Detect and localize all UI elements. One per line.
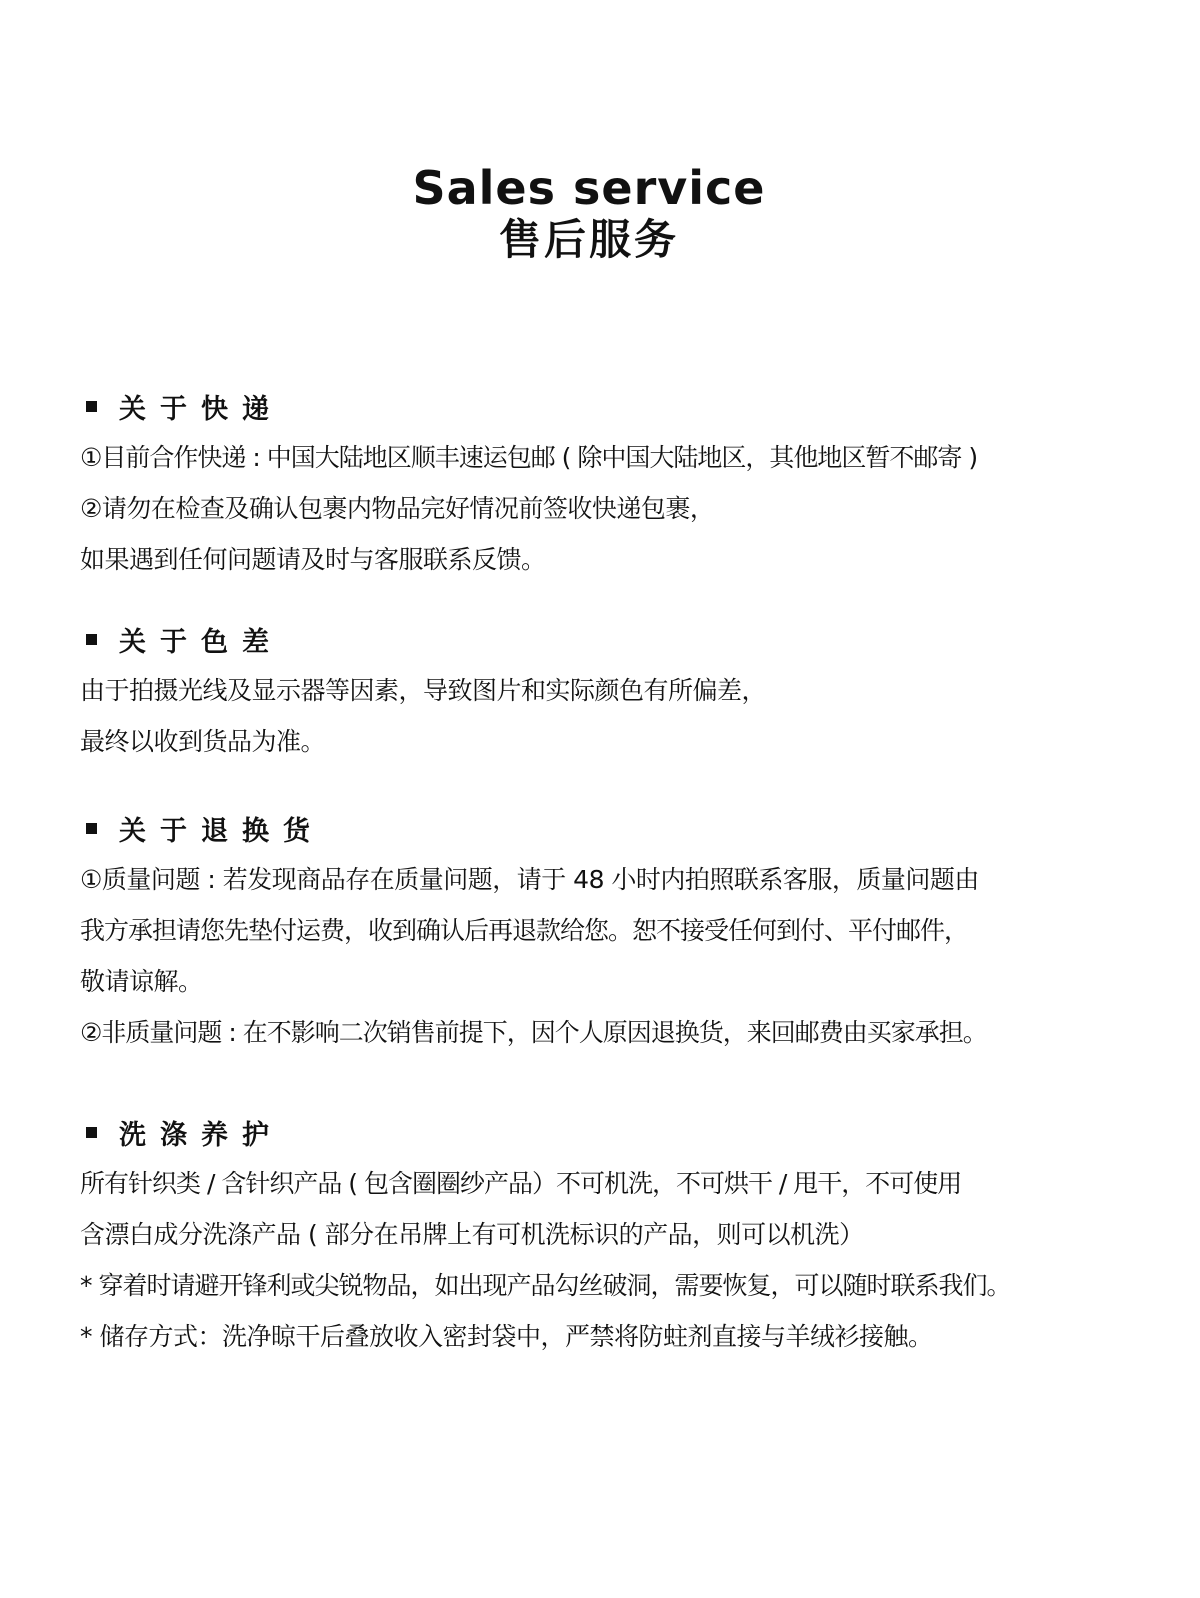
section-heading	[86, 619, 1140, 659]
section-returns	[80, 808, 1140, 1058]
square-bullet-icon	[86, 1127, 97, 1138]
section-title: 关于快递	[119, 393, 283, 425]
section-heading	[86, 386, 1140, 426]
section-title: 洗涤养护	[119, 1119, 283, 1151]
paragraph-line: ②请勿在检查及确认包裹内物品完好情况前签收快递包裹，	[80, 494, 715, 523]
square-bullet-icon	[86, 634, 97, 645]
page-header	[0, 160, 1200, 268]
paragraph-line: 含漂白成分洗涤产品 ( 部分在吊牌上有可机洗标识的产品，则可以机洗）	[80, 1220, 864, 1249]
page-title-en: Sales service	[412, 161, 766, 215]
section-body	[80, 854, 1140, 1058]
section-washing-care	[80, 1112, 1140, 1362]
section-heading	[86, 808, 1140, 848]
paragraph-line: 敬请谅解。	[80, 967, 203, 996]
paragraph-line: 所有针织类 / 含针织产品 ( 包含圈圈纱产品）不可机洗，不可烘干 / 甩干，不可使用	[80, 1169, 962, 1198]
section-heading	[86, 1112, 1140, 1152]
section-shipping	[80, 386, 1140, 585]
section-color-difference	[80, 619, 1140, 767]
paragraph-line: * 穿着时请避开锋利或尖锐物品，如出现产品勾丝破洞，需要恢复，可以随时联系我们。	[80, 1271, 1011, 1300]
section-body	[80, 432, 1140, 585]
section-title: 关于色差	[119, 626, 283, 658]
paragraph-line: ②非质量问题 : 在不影响二次销售前提下，因个人原因退换货，来回邮费由买家承担。	[80, 1018, 987, 1047]
section-title: 关于退换货	[119, 815, 324, 847]
section-body	[80, 1158, 1140, 1362]
paragraph-line: ①目前合作快递 : 中国大陆地区顺丰速运包邮 ( 除中国大陆地区，其他地区暂不邮寄 )	[80, 443, 978, 472]
paragraph-line: 由于拍摄光线及显示器等因素，导致图片和实际颜色有所偏差，	[80, 676, 767, 705]
square-bullet-icon	[86, 823, 97, 834]
square-bullet-icon	[86, 401, 97, 412]
paragraph-line: * 储存方式：洗净晾干后叠放收入密封袋中，严禁将防蛀剂直接与羊绒衫接触。	[80, 1322, 933, 1351]
section-body	[80, 665, 1140, 767]
page-title-cn: 售后服务	[498, 215, 679, 264]
paragraph-line: 最终以收到货品为准。	[80, 727, 326, 756]
paragraph-line: ①质量问题 : 若发现商品存在质量问题，请于 48 小时内拍照联系客服，质量问题由	[80, 865, 979, 894]
paragraph-line: 我方承担请您先垫付运费，收到确认后再退款给您。恕不接受任何到付、平付邮件，	[80, 916, 969, 945]
paragraph-line: 如果遇到任何问题请及时与客服联系反馈。	[80, 545, 546, 574]
